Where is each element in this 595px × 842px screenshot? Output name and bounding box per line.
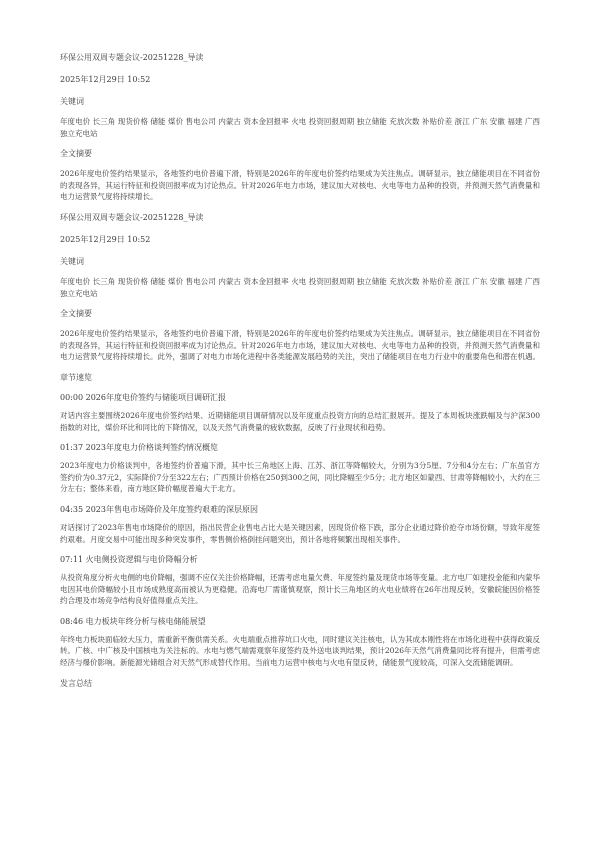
chapter-heading: 08:46 电力板块年终分析与核电储能展望 (60, 616, 206, 626)
chapters-label: 章节速览 (60, 372, 92, 382)
chapter-0 (60, 392, 540, 433)
keywords-label: 关键词 (60, 256, 84, 266)
chapter-heading: 01:37 2023年度电力价格谈判签约情况概览 (60, 443, 218, 453)
chapter-2 (60, 504, 540, 545)
chapter-body: 年终电力板块面临较大压力，需重新平衡供需关系。火电端重点推荐坑口火电，同时建议关注核电，认为其成本刚性将在市场化进程中获得政策反转。广核、中广核及中国核电为关注标的。水电与燃气端需观察年度签约及外送电谈判结果，预计2026年天然气消费量同比将有提升，但需考虑经济与爆价影响。新能源光储组合对天然气形成替代作用。当前电力运营中核电与火电有望反转，储能景气度较高，可深入交流储能调研。 (60, 634, 540, 668)
closing-label: 发言总结 (60, 678, 92, 688)
chapter-4 (60, 616, 540, 669)
document-title: 环保公用双周专题会议-20251228_导读 (60, 53, 204, 62)
summary-label: 全文摘要 (60, 309, 92, 319)
chapter-heading: 00:00 2026年度电价签约与储能项目调研汇报 (60, 392, 226, 402)
chapter-body: 对话探讨了2023年售电市场降价的原因，指出民营企业售电占比大是关键因素，因现货价格下跌，部分企业通过降价抢夺市场份额，导致年度签约艰难。月度交易中可能出现多种突发事件，零售侧价格倒挂问题突出，预计各地将频繁出现相关事件。 (60, 522, 540, 544)
chapter-body: 对话内容主要围绕2026年度电价签约结果、近期储能项目调研情况以及年度重点投资方向的总结汇报展开。提及了本周板块涨跌幅及与沪深300指数的对比，煤价环比和同比的下降情况，以及天然气消费量的疲软数据，反映了行业现状和趋势。 (60, 410, 540, 432)
summary-text: 2026年度电价签约结果显示，各地签约电价普遍下滑，特别是2026年的年度电价签约结果成为关注焦点。调研显示，独立储能项目在不同省份的表现各异，其运行特征和投资回报率成为讨论热点。针对2026年电力市场，建议加大对核电、火电等电力品种的投资，并预测天然气消费量和电力运营景气度将持续增长。此外，强调了对电力市场化进程中各类能源发展趋势的关注，突出了储能项目在电力行业中的重要角色和潜在机遇。 (60, 329, 540, 362)
chapter-body: 2023年度电力价格谈判中，各地签约价普遍下滑，其中长三角地区上海、江苏、浙江等降幅较大，分别为3分5厘、7分和4分左右；广东虽官方签约价为0.37元2，实际降价7分至322左右；广西预计价格在250到300之间，同比降幅至少5分；北方地区如蒙西、甘肃等降幅较小，大约在三分左右；整体来看，南方地区降价幅度普遍大于北方。 (60, 461, 540, 494)
chapter-heading: 04:35 2023年售电市场降价及年度签约艰难的深层原因 (60, 504, 258, 514)
document-block-1 (60, 52, 540, 203)
document-date: 2025年12月29日 10:52 (60, 234, 151, 244)
chapter-heading: 07:11 火电侧投资逻辑与电价降幅分析 (60, 555, 198, 565)
keywords-text: 年度电价 长三角 现货价格 储能 煤价 售电公司 内蒙古 资本金回报率 火电 投资回报周期 独立储能 充放次数 补贴价差 浙江 广东 安徽 福建 广西 独立充电站 (60, 117, 540, 138)
keywords-text: 年度电价 长三角 现货价格 储能 煤价 售电公司 内蒙古 资本金回报率 火电 投资回报周期 独立储能 充放次数 补贴价差 浙江 广东 安徽 福建 广西 独立充电站 (60, 276, 540, 298)
chapter-3 (60, 554, 540, 607)
document-date: 2025年12月29日 10:52 (60, 75, 151, 84)
document-title: 环保公用双周专题会议-20251228_导读 (60, 212, 204, 222)
chapter-1 (60, 442, 540, 495)
chapter-body: 从投资角度分析火电侧的电价降幅，强调不应仅关注价格降幅，还需考虑电量欠费、年度签约量及现货市场等变量。北方电厂如建投金能和内蒙华电因其电价降幅较小且市场成熟度高而被认为更稳健。沿海电厂需谨慎观察，预计长三角地区的火电业绩将在26年出现反转，安徽皖能因价格签约合理及市场竞争结构良好值得重点关注。 (60, 573, 540, 606)
document-block-2 (60, 212, 540, 363)
summary-label: 全文摘要 (60, 149, 92, 159)
keywords-label: 关键词 (60, 97, 84, 106)
document-page (60, 52, 540, 698)
summary-text: 2026年度电价签约结果显示，各地签约电价普遍下滑，特别是2026年的年度电价签约结果成为关注焦点。调研显示，独立储能项目在不同省份的表现各异，其运行特征和投资回报率成为讨论热点。针对2026年电力市场，建议加大对核电、火电等电力品种的投资，并预测天然气消费量和电力运营景气度将持续增长。 (60, 169, 540, 202)
